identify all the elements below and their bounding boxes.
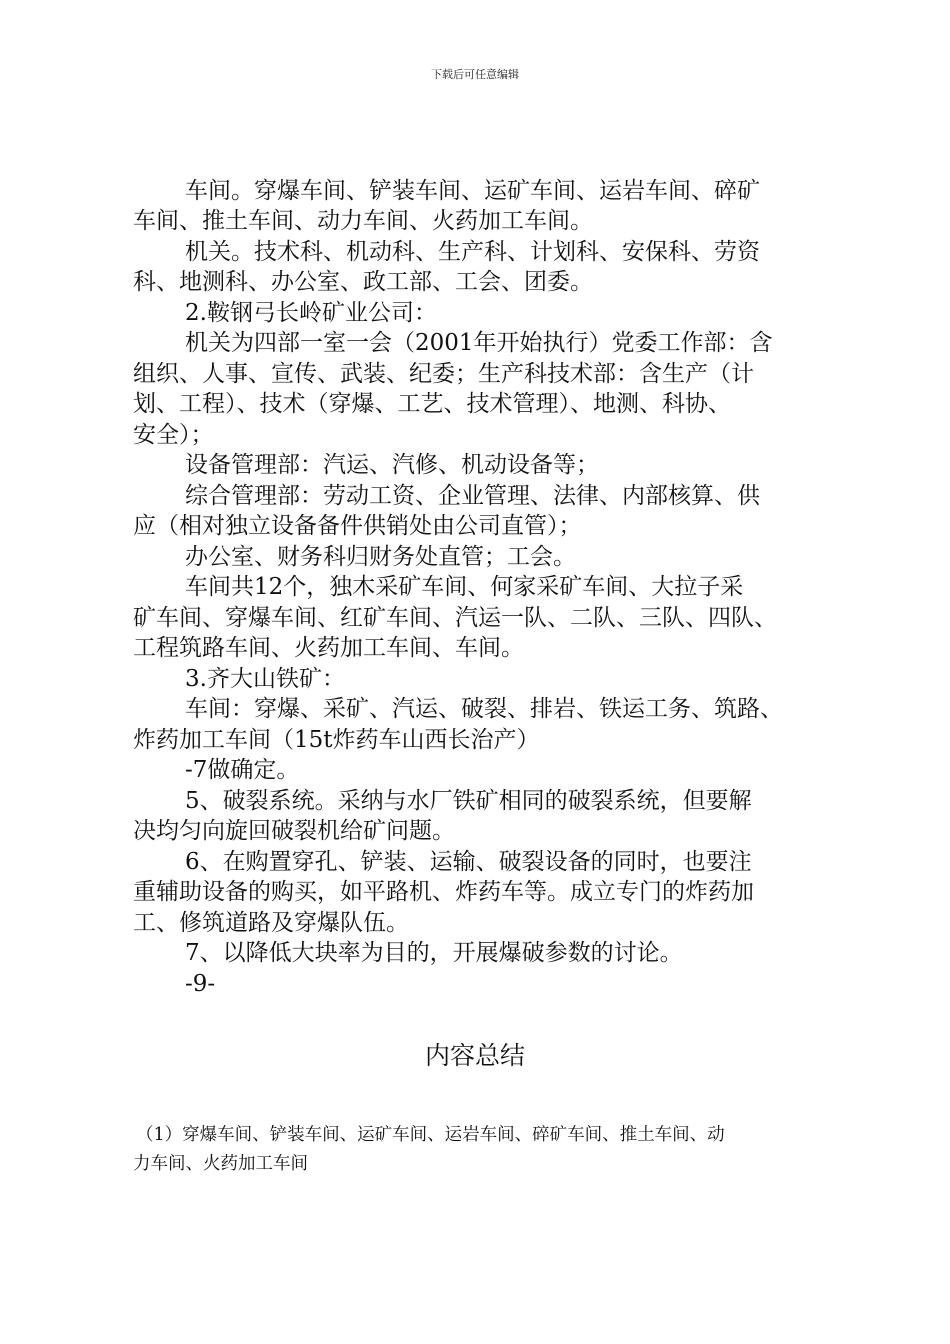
summary-line: （1）穿爆车间、铲装车间、运矿车间、运岩车间、碎矿车间、推土车间、动 [136,1125,725,1145]
body-line: 划、工程）、技术（穿爆、工艺、技术管理）、地测、科协、 [133,391,731,417]
body-line: 组织、人事、宣传、武装、纪委；生产科技术部：含生产（计 [133,361,754,387]
body-line: 重辅助设备的购买，如平路机、炸药车等。成立专门的炸药加 [133,879,754,905]
body-line: -7做确定。 [185,757,300,783]
body-line: 3.齐大山铁矿： [185,666,345,692]
body-line: 安全）； [133,422,214,448]
page-number: -9- [185,971,216,997]
body-line: 机关。技术科、机动科、生产科、计划科、安保科、劳资 [185,239,760,265]
body-line: 5、破裂系统。采纳与水厂铁矿相同的破裂系统，但要解 [185,788,752,814]
body-line: 矿车间、穿爆车间、红矿车间、汽运一队、二队、三队、四队、 [133,605,777,631]
page-header: 下载后可任意编辑 [431,68,519,81]
body-line: 车间共12个，独木采矿车间、何家采矿车间、大拉子采 [185,574,744,600]
body-line: 6、在购置穿孔、铲装、运输、破裂设备的同时，也要注 [185,849,752,875]
body-line: 设备管理部：汽运、汽修、机动设备等； [185,452,599,478]
body-line: 工程筑路车间、火药加工车间、车间。 [133,635,524,661]
body-line: 机关为四部一室一会（2001年开始执行）党委工作部：含 [185,330,773,356]
body-line: 2.鞍钢弓长岭矿业公司： [185,300,437,326]
body-line: 科、地测科、办公室、政工部、工会、团委。 [133,269,593,295]
body-line: 综合管理部：劳动工资、企业管理、法律、内部核算、供 [185,483,760,509]
body-line: 炸药加工车间（15t炸药车山西长治产） [133,727,540,753]
body-line: 车间：穿爆、采矿、汽运、破裂、排岩、铁运工务、筑路、 [185,696,783,722]
body-line: 7、以降低大块率为目的，开展爆破参数的讨论。 [185,940,683,966]
body-line: 工、修筑道路及穿爆队伍。 [133,910,409,936]
body-line: 办公室、财务科归财务处直管；工会。 [185,544,576,570]
body-line: 车间。穿爆车间、铲装车间、运矿车间、运岩车间、碎矿 [185,178,760,204]
summary-title: 内容总结 [424,1041,525,1070]
summary-line: 力车间、火药加工车间 [133,1154,308,1174]
body-line: 决均匀向旋回破裂机给矿问题。 [133,818,455,844]
body-line: 应（相对独立设备备件供销处由公司直管）； [133,513,582,539]
body-line: 车间、推土车间、动力车间、火药加工车间。 [133,208,593,234]
